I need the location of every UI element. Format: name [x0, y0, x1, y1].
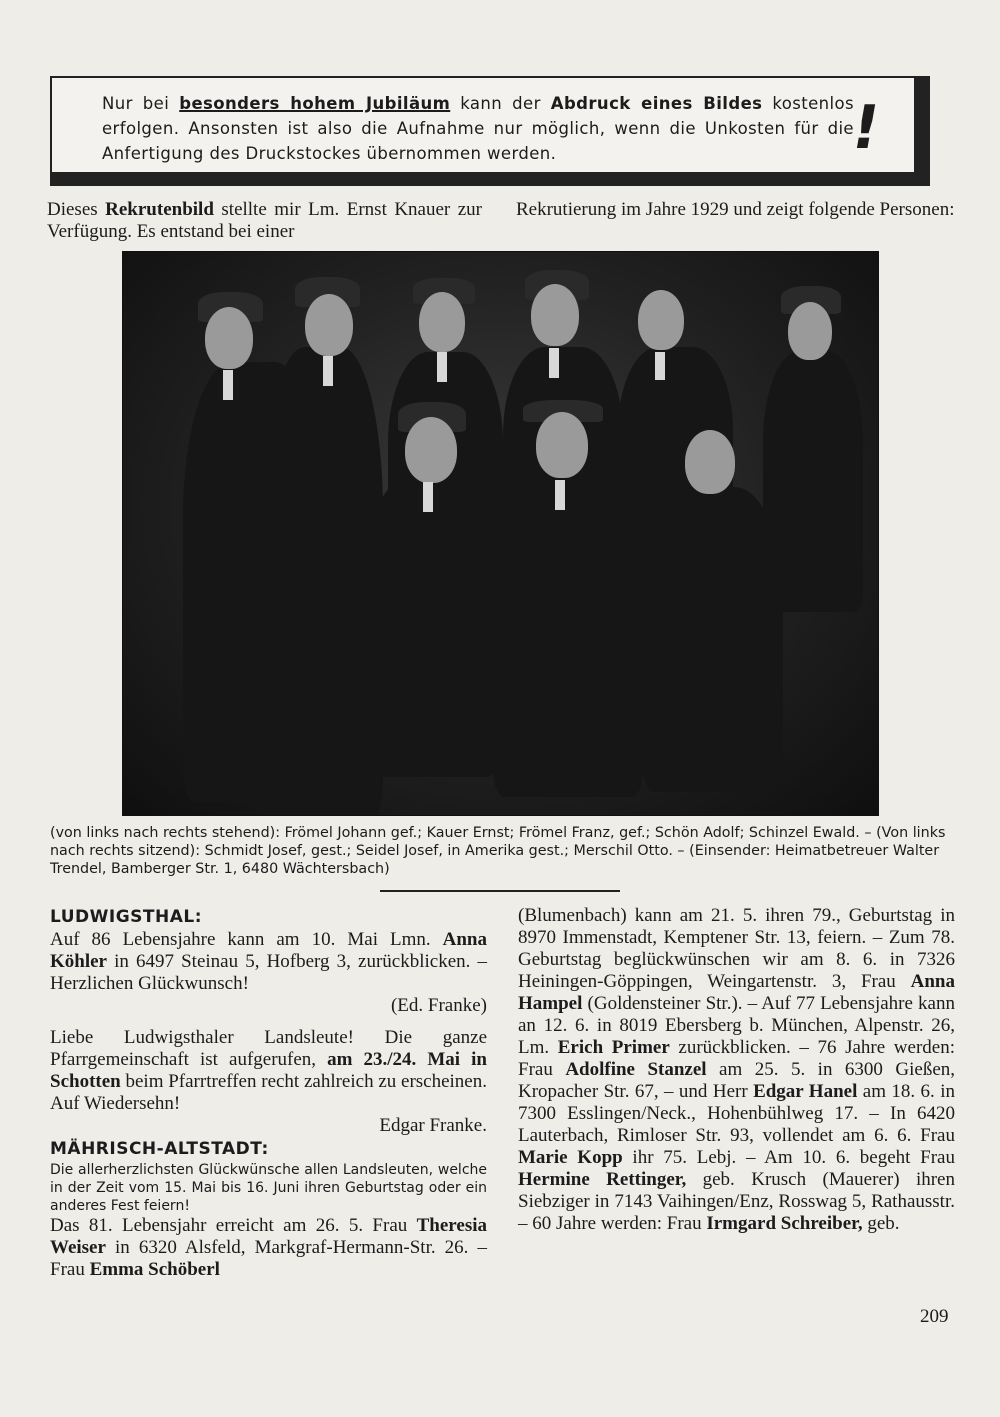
seated-figure-2	[493, 467, 643, 797]
text: in 6497 Steinau 5, Hofberg 3, zurückblicken. – Herzlichen Glückwunsch!	[50, 951, 487, 994]
face	[205, 307, 253, 369]
text: zurückblicken. – 76 Jahre werden: Frau	[518, 1037, 955, 1080]
face	[305, 294, 353, 356]
shirt-collar	[223, 370, 233, 400]
shirt-collar	[655, 352, 665, 380]
face	[685, 430, 735, 494]
face	[788, 302, 832, 360]
text: geb.	[862, 1213, 900, 1234]
notice-box	[50, 76, 930, 186]
person-name: Irmgard Schreiber,	[706, 1213, 863, 1234]
notice-emphasis-abdruck: Abdruck eines Bildes	[550, 94, 763, 113]
group-photo	[122, 251, 879, 816]
text: in 6320 Alsfeld, Markgraf-Hermann-Str. 26. – Frau	[50, 1237, 487, 1280]
person-name: Anna Hampel	[518, 971, 955, 1014]
intro-text-cont: stellte mir Lm. Ernst Knauer zur Verfügung. Es entstand bei einer	[47, 199, 483, 242]
intro-text: Dieses	[47, 199, 106, 220]
shirt-collar	[549, 348, 559, 378]
intro-right: Rekrutierung im Jahre 1929 und zeigt folgende Personen:	[516, 199, 955, 220]
text: (Blumenbach) kann am 21. 5. ihren 79., Geburtstag in 8970 Immenstadt, Kemptener Str. 13, feiern. – Zum 78. Geburtstag beglückwünschen wir am 8. 6. in 7326 Heiningen-Göppingen, Weingartenstr. 3, Frau	[518, 905, 955, 992]
text: am 18. 6. in 7300 Esslingen/Neck., Hohenbühlweg 17. – In 6420 Lauterbach, Rimloser Str. 93, vollendet am 6. 6. Frau	[518, 1081, 955, 1146]
face	[405, 417, 457, 483]
shirt-collar	[323, 356, 333, 386]
signature-franke-2: Edgar Franke.	[379, 1115, 487, 1136]
section-heading-maehrisch-altstadt: MÄHRISCH-ALTSTADT:	[50, 1139, 269, 1159]
shirt-collar	[423, 482, 433, 512]
text: beim Pfarrtreffen recht zahlreich zu erscheinen. Auf Wiedersehn!	[50, 1071, 487, 1114]
shirt-collar	[437, 352, 447, 382]
exclamation-mark: !	[845, 93, 886, 163]
photo-caption: (von links nach rechts stehend): Frömel Johann gef.; Kauer Ernst; Frömel Franz, gef.; Schön Adolf; Schinzel Ewald. – (Von links nach rechts sitzend): Schmidt Josef, gest.; Seidel Josef, in Amerika gest.; Merschil Otto. – (Einsender: Heimatbetreuer Walter Trendel, Bamberger Str. 1, 6480 Wächtersbach)	[50, 825, 946, 877]
signature-franke-1: (Ed. Franke)	[390, 995, 487, 1016]
text: Auf 86 Lebensjahre kann am 10. Mai Lmn.	[50, 929, 443, 950]
event-date: am 23./24. Mai in Schotten	[50, 1049, 487, 1092]
person-name: Marie Kopp	[518, 1147, 623, 1168]
notice-text-3: kostenlos erfolgen. Ansonsten ist also die Aufnahme nur möglich, wenn die Unkosten für die Anfertigung des Druckstockes übernommen werden.	[102, 94, 855, 163]
face	[419, 292, 465, 352]
divider	[380, 890, 620, 892]
person-name: Erich Primer	[557, 1037, 670, 1058]
paragraph-birthdays	[50, 1215, 487, 1281]
notice-emphasis-jubilaeum: besonders hohem Jubiläum	[179, 94, 451, 113]
notice-text-1: Nur bei	[102, 94, 180, 113]
text: (Goldensteiner Str.). – Auf 77 Lebensjahre kann an 12. 6. in 8019 Ebersberg b. München, Alpenstr. 26, Lm.	[518, 993, 955, 1058]
person-name: Edgar Hanel	[753, 1081, 858, 1102]
text: ihr 75. Lebj. – Am 10. 6. begeht Frau	[622, 1147, 955, 1168]
section-heading-ludwigsthal: LUDWIGSTHAL:	[50, 907, 203, 927]
person-name: Adolfine Stanzel	[565, 1059, 707, 1080]
face	[638, 290, 684, 350]
text: am 25. 5. in 6300 Gießen, Kropacher Str. 67, – und Herr	[518, 1059, 956, 1102]
intro-bold: Rekrutenbild	[105, 199, 214, 220]
column-right	[518, 905, 955, 1235]
paragraph-birthdays-cont	[518, 905, 955, 1235]
text: geb. Krusch (Mauerer) ihren Siebziger in 7143 Vaihingen/Enz, Rosswag 5, Rathausstr. – 60 Jahre werden: Frau	[518, 1169, 955, 1234]
person-name: Hermine Rettinger,	[518, 1169, 687, 1190]
face	[536, 412, 588, 478]
face	[531, 284, 579, 346]
seated-figure-1	[363, 477, 498, 777]
person-name: Anna Köhler	[50, 929, 487, 972]
text: Liebe Ludwigsthaler Landsleute! Die ganze Pfarrgemeinschaft ist aufgerufen,	[50, 1027, 487, 1070]
shirt-collar	[555, 480, 565, 510]
notice-text-2: kann der	[450, 94, 551, 113]
paragraph-pfarrtreffen	[50, 1027, 487, 1115]
person-name: Emma Schöberl	[89, 1259, 220, 1280]
person-name: Theresia Weiser	[50, 1215, 487, 1258]
text: Das 81. Lebensjahr erreicht am 26. 5. Frau	[50, 1215, 417, 1236]
column-left	[50, 905, 487, 1281]
page-number: 209	[920, 1306, 949, 1327]
intro-left	[47, 199, 482, 243]
paragraph-koehler	[50, 929, 487, 995]
greeting-small: Die allerherzlichsten Glückwünsche allen Landsleuten, welche in der Zeit vom 15. Mai bis 16. Juni ihren Geburtstag oder ein anderes Fest feiern!	[50, 1162, 487, 1214]
seated-figure-3	[643, 487, 783, 792]
